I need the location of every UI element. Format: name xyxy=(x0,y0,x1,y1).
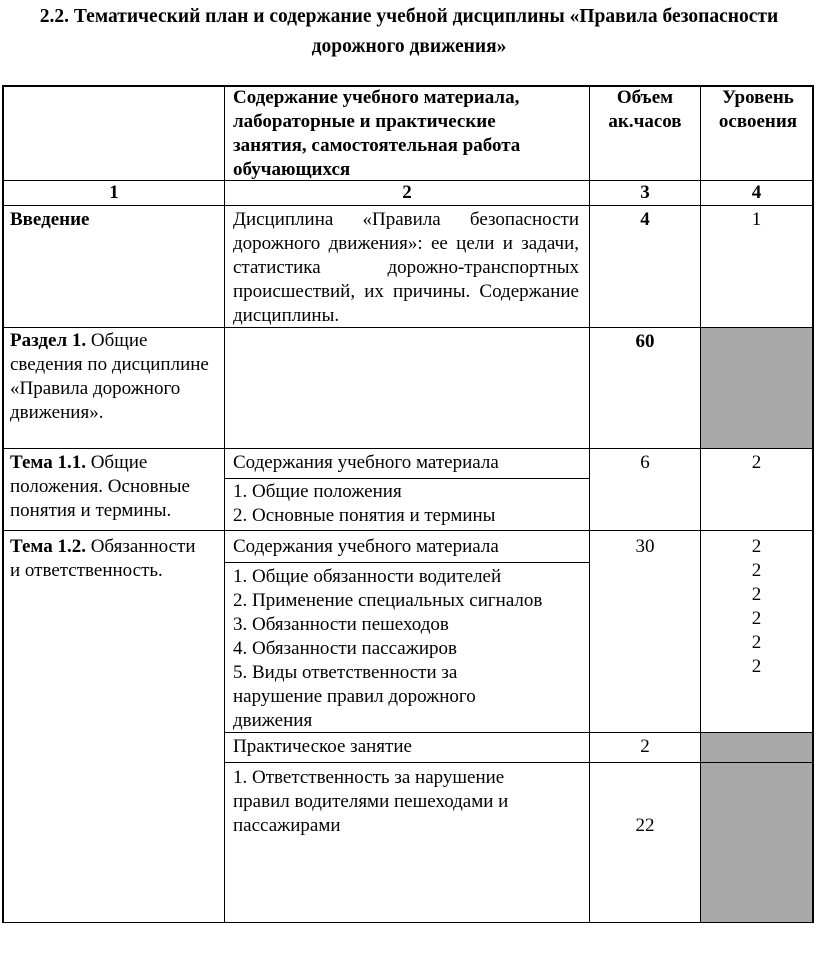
intro-content: Дисциплина «Правила безопасности дорожного движения»: ее цели и задачи, статистика дорожно-транспортных происшествий, их причины. Содержание дисциплины. xyxy=(233,209,579,326)
col-number: 1 xyxy=(109,182,119,203)
list-item: 3. Обязанности пешеходов xyxy=(233,614,449,635)
col-number: 4 xyxy=(751,182,762,203)
row-divider xyxy=(2,922,814,923)
list-item: 1. Общие положения xyxy=(233,481,402,502)
row-divider xyxy=(2,530,814,531)
shaded-cell xyxy=(701,763,812,922)
section-label-number: Раздел 1. xyxy=(10,330,87,351)
intro-label: Введение xyxy=(10,209,90,230)
level-value: 2 xyxy=(751,560,762,581)
row-divider xyxy=(2,205,814,206)
col-number: 3 xyxy=(640,182,650,203)
topic-label xyxy=(10,535,210,583)
topic-levels xyxy=(701,535,812,679)
list-item: 2. Применение специальных сигналов xyxy=(233,590,543,611)
shaded-cell xyxy=(701,328,812,448)
column-divider xyxy=(224,85,225,923)
shaded-cell xyxy=(701,733,812,762)
topic-label-number: Тема 1.2. xyxy=(10,536,86,557)
topic-hours: 30 xyxy=(635,536,655,557)
section-hours: 60 xyxy=(635,331,655,352)
topic-content-header: Содержания учебного материала xyxy=(233,452,499,473)
header-hours: Объем ак.часов xyxy=(608,87,682,132)
topic-content-header: Содержания учебного материала xyxy=(233,536,499,557)
topic-label-number: Тема 1.1. xyxy=(10,452,86,473)
list-item: 5. Виды ответственности за нарушение правил дорожного движения xyxy=(233,662,476,731)
list-item: 2. Основные понятия и термины xyxy=(233,505,496,526)
topic-label-text: Общие положения. Основные понятия и термины. xyxy=(10,452,190,521)
row-divider xyxy=(2,448,814,449)
intro-hours: 4 xyxy=(640,209,650,230)
level-value: 2 xyxy=(751,536,762,557)
section-label-text: Общие сведения по дисциплине «Правила дорожного движения». xyxy=(10,330,209,423)
list-item: 1. Общие обязанности водителей xyxy=(233,566,502,587)
row-divider xyxy=(224,562,590,563)
topic-items xyxy=(233,480,583,528)
practical-item-hours: 22 xyxy=(635,815,655,836)
level-value: 2 xyxy=(751,584,762,605)
practical-label: Практическое занятие xyxy=(233,736,412,757)
col-number: 2 xyxy=(402,182,412,203)
list-item: 4. Обязанности пассажиров xyxy=(233,638,457,659)
topic-items xyxy=(233,565,583,733)
table-border-left xyxy=(2,85,4,923)
topic-label-text: Обязанности и ответственность. xyxy=(10,536,196,581)
page-title: 2.2. Тематический план и содержание учебной дисциплины «Правила безопасности дорожного движения» xyxy=(39,6,779,57)
topic-level: 2 xyxy=(751,452,762,473)
section-label xyxy=(10,329,215,425)
level-value: 2 xyxy=(751,608,762,629)
intro-level: 1 xyxy=(751,209,762,230)
topic-label xyxy=(10,451,220,523)
row-divider xyxy=(224,478,590,479)
header-content: Содержание учебного материала, лабораторные и практические занятия, самостоятельная работа обучающихся xyxy=(233,87,521,180)
level-value: 2 xyxy=(751,632,762,653)
topic-hours: 6 xyxy=(640,452,650,473)
header-level: Уровень освоения xyxy=(718,87,798,132)
practical-item: 1. Ответственность за нарушение правил водителями пешеходами и пассажирами xyxy=(233,767,509,836)
level-value: 2 xyxy=(751,656,762,677)
table-border-right xyxy=(812,85,814,923)
practical-hours: 2 xyxy=(640,736,650,757)
